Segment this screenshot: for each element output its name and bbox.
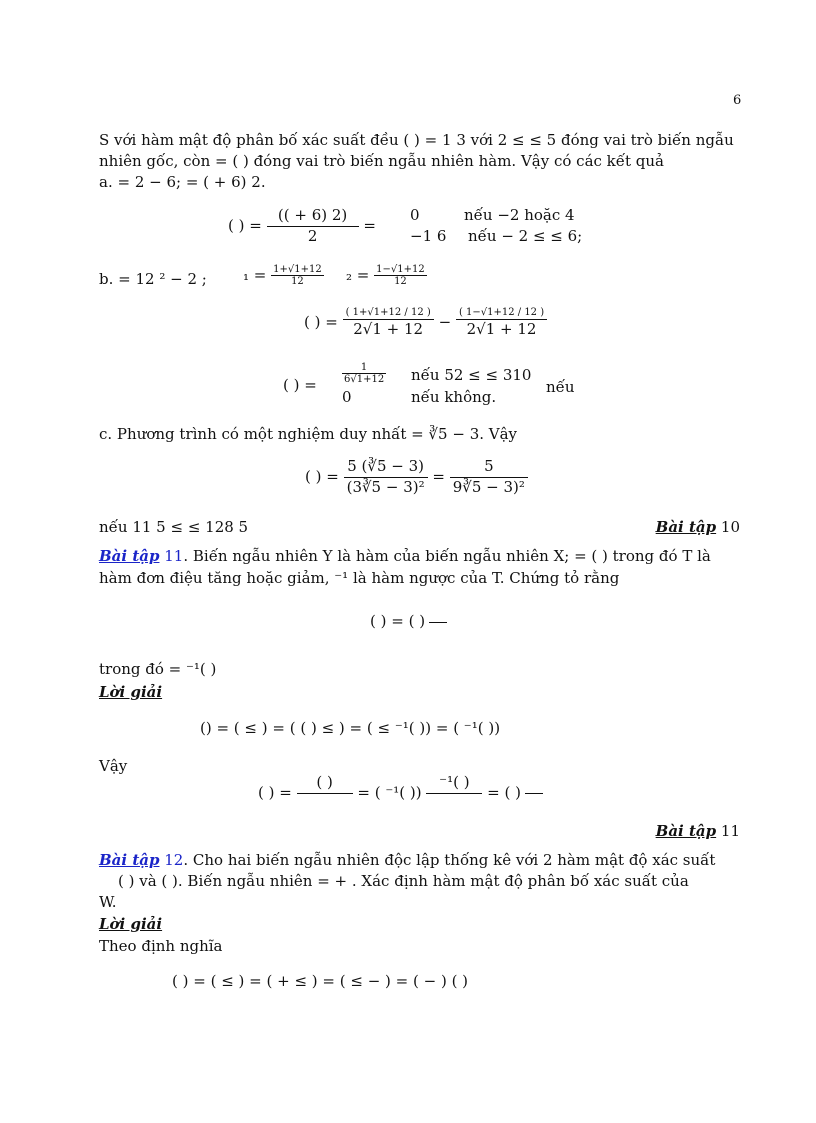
part-b-eq2 bbox=[304, 306, 547, 340]
exercise-12-line-2: ( ) và ( ). Biến ngẫu nhiên = + . Xác định hàm mật độ phân bố xác suất của bbox=[118, 872, 689, 890]
part-b-eq3-case2-cond: nếu không. bbox=[411, 388, 497, 406]
part-b-eq2-t1-den: 2√1 + 12 bbox=[353, 320, 424, 338]
part-b-eq2-t2-den: 2√1 + 12 bbox=[466, 320, 537, 338]
exercise-12-link[interactable]: Bài tập bbox=[99, 851, 160, 869]
part-c-lhs: ( ) = bbox=[305, 467, 339, 486]
part-b-eq2-t1-num: ( 1+√1+12 / 12 ) bbox=[343, 306, 434, 320]
part-b-eq3-c1-den: 6√1+12 bbox=[344, 374, 385, 385]
intro-line-1: S với hàm mật độ phân bố xác suất đều ( ) = 1 3 với 2 ≤ ≤ 5 đóng vai trò biến ngẫu bbox=[99, 131, 734, 149]
part-c-condition: nếu 11 5 ≤ ≤ 128 5 bbox=[99, 518, 249, 536]
part-b-eq3-case1-val bbox=[342, 362, 386, 385]
part-a-equation bbox=[228, 206, 376, 246]
part-a-frac-num: (( + 6) 2) bbox=[267, 206, 359, 227]
part-b-eq2-term1 bbox=[343, 306, 434, 340]
formula-fraction-bar bbox=[429, 622, 447, 623]
part-b-root2 bbox=[346, 264, 427, 287]
part-c-f1-num: 5 (∛5 − 3) bbox=[344, 457, 428, 478]
exercise-11-formula-text: ( ) = ( ) bbox=[370, 612, 426, 630]
result-frac2 bbox=[426, 773, 482, 813]
part-c-equation bbox=[305, 457, 528, 497]
exercise-11-line-1 bbox=[99, 547, 711, 567]
part-b-root2-frac bbox=[374, 264, 427, 287]
part-b-eq2-t2-num: ( 1−√1+12 / 12 ) bbox=[456, 306, 547, 320]
result-fraction-bar bbox=[525, 793, 543, 794]
end-10-number: 10 bbox=[720, 518, 740, 536]
exercise-11-line-2: hàm đơn điệu tăng hoặc giảm, ⁻¹ là hàm ngược của T. Chứng tỏ rằng bbox=[99, 569, 620, 587]
part-c-f1-den: (3∛5 − 3)² bbox=[346, 477, 425, 496]
solution-11-heading bbox=[99, 683, 162, 703]
solution-11-result bbox=[258, 773, 543, 813]
exercise-11-number[interactable]: 11 bbox=[164, 547, 184, 565]
part-b-label: b. = 12 ² − 2 ; bbox=[99, 270, 207, 288]
part-c-text: c. Phương trình có một nghiệm duy nhất = ∛5 − 3. Vậy bbox=[99, 425, 518, 443]
exercise-12-number[interactable]: 12 bbox=[164, 851, 184, 869]
part-a-label: a. = 2 − 6; = ( + 6) 2. bbox=[99, 173, 266, 191]
part-b-eq3-case2-val: 0 bbox=[342, 388, 352, 406]
part-b-root1-lhs: ₁ = bbox=[243, 265, 267, 284]
solution-12-heading bbox=[99, 915, 162, 935]
part-a-case2-val: −1 6 bbox=[410, 227, 447, 245]
end-exercise-10 bbox=[656, 518, 740, 538]
part-b-eq3-frac bbox=[342, 362, 386, 385]
part-a-eq: = bbox=[363, 216, 376, 235]
exercise-11-where: trong đó = ⁻¹( ) bbox=[99, 660, 217, 678]
part-b-root1 bbox=[243, 264, 324, 287]
end-10-label: Bài tập bbox=[655, 518, 717, 536]
result-frac1 bbox=[297, 773, 353, 813]
solution-12-definition: Theo định nghĩa bbox=[99, 937, 223, 955]
solution-11-vay: Vậy bbox=[99, 757, 128, 775]
result-end: = ( ) bbox=[487, 783, 521, 802]
result-mid: = ( ⁻¹( )) bbox=[357, 783, 422, 802]
exercise-12-text-1: . Cho hai biến ngẫu nhiên độc lập thống kê với 2 hàm mật độ xác suất bbox=[183, 851, 716, 869]
part-b-eq2-lhs: ( ) = bbox=[304, 313, 338, 331]
part-c-eq: = bbox=[432, 467, 445, 486]
result-f1-num: ( ) bbox=[297, 773, 353, 794]
result-f1-den bbox=[297, 794, 353, 814]
part-b-eq2-minus: − bbox=[438, 313, 452, 331]
part-b-root2-num: 1−√1+12 bbox=[376, 264, 425, 275]
solution-11-line: () = ( ≤ ) = ( ( ) ≤ ) = ( ≤ ⁻¹( )) = ( ⁻¹( )) bbox=[200, 719, 501, 737]
result-lhs: ( ) = bbox=[258, 783, 292, 802]
part-a-fraction bbox=[267, 206, 359, 246]
part-b-root2-lhs: ₂ = bbox=[346, 265, 370, 284]
exercise-11-link[interactable]: Bài tập bbox=[99, 547, 160, 565]
exercise-12-line-1 bbox=[99, 851, 715, 871]
part-a-lhs: ( ) = bbox=[228, 216, 262, 235]
end-11-label: Bài tập bbox=[655, 822, 717, 840]
part-c-frac1 bbox=[344, 457, 428, 497]
part-c-frac2 bbox=[450, 457, 528, 497]
part-b-eq3-case1-cond: nếu 52 ≤ ≤ 310 bbox=[411, 366, 532, 384]
solution-12-label: Lời giải bbox=[99, 915, 163, 933]
exercise-11-formula bbox=[370, 612, 447, 632]
part-b-eq2-term2 bbox=[456, 306, 547, 340]
end-exercise-11 bbox=[656, 822, 740, 842]
part-b-eq3-lhs: ( ) = bbox=[283, 376, 317, 394]
part-c-f2-den: 9∛5 − 3)² bbox=[452, 477, 525, 496]
end-11-number: 11 bbox=[720, 822, 740, 840]
part-b-root1-num: 1+√1+12 bbox=[273, 264, 322, 275]
exercise-12-line-3: W. bbox=[99, 893, 117, 911]
exercise-11-text-1: . Biến ngẫu nhiên Y là hàm của biến ngẫu nhiên X; = ( ) trong đó T là bbox=[183, 547, 711, 565]
part-a-case1-val: 0 bbox=[410, 206, 420, 224]
solution-11-label: Lời giải bbox=[99, 683, 163, 701]
part-b-eq3-c1-num: 1 bbox=[342, 362, 386, 374]
part-b-root1-den: 12 bbox=[291, 276, 304, 287]
result-f2-den bbox=[426, 794, 482, 814]
solution-12-formula: ( ) = ( ≤ ) = ( + ≤ ) = ( ≤ − ) = ( − ) ( ) bbox=[172, 972, 469, 990]
part-b-root2-den: 12 bbox=[394, 276, 407, 287]
part-a-case1-cond: nếu −2 hoặc 4 bbox=[464, 206, 575, 224]
part-b-root1-frac bbox=[271, 264, 324, 287]
page-number: 6 bbox=[733, 93, 742, 108]
part-c-f2-num: 5 bbox=[450, 457, 528, 478]
part-b-eq3-right: nếu bbox=[546, 378, 575, 396]
part-a-case2-cond: nếu − 2 ≤ ≤ 6; bbox=[468, 227, 583, 245]
intro-line-2: nhiên gốc, còn = ( ) đóng vai trò biến ngẫu nhiên hàm. Vậy có các kết quả bbox=[99, 152, 664, 170]
result-f2-num: ⁻¹( ) bbox=[426, 773, 482, 794]
part-a-frac-den: 2 bbox=[307, 226, 318, 245]
